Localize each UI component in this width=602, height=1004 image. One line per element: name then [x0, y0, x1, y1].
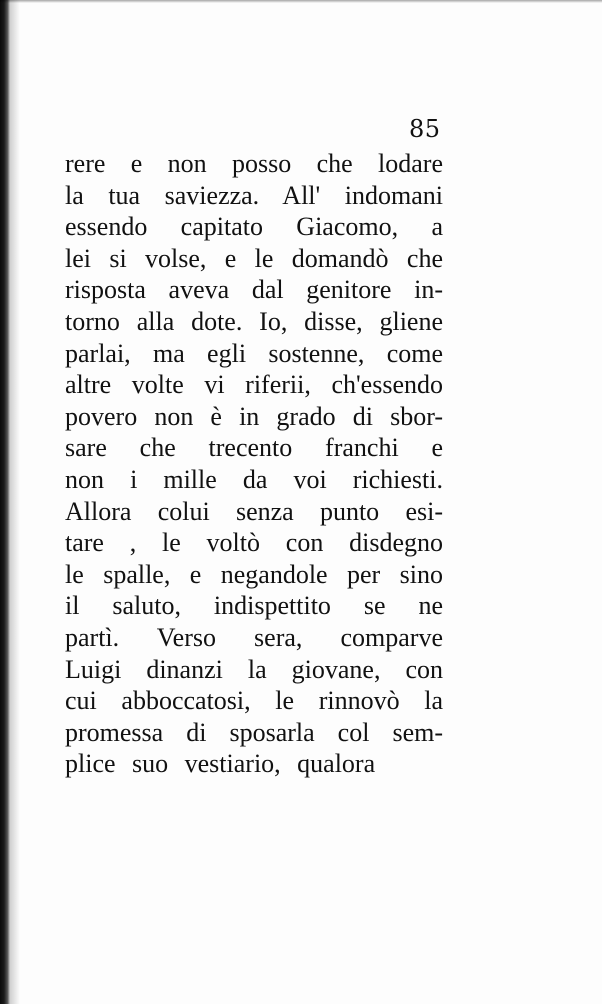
text-line: promessa di sposarla col sem- — [65, 717, 443, 747]
text-line: altre volte vi riferii, ch'essendo — [65, 370, 443, 400]
text-line: povero non è in grado di sbor- — [65, 401, 443, 431]
page-binding-edge — [0, 0, 10, 1004]
text-line: parlai, ma egli sostenne, come — [65, 338, 443, 368]
text-line: Luigi dinanzi la giovane, con — [65, 654, 443, 684]
text-line: lei si volse, e le domandò che — [65, 243, 443, 273]
text-line: partì. Verso sera, comparve — [65, 622, 443, 652]
text-line: rere e non posso che lodare — [65, 149, 443, 178]
text-line: tare , le voltò con disdegno — [65, 528, 443, 558]
text-line: le spalle, e negandole per sino — [65, 559, 443, 589]
text-line: torno alla dote. Io, disse, gliene — [65, 306, 443, 336]
text-line: cui abboccatosi, le rinnovò la — [65, 686, 443, 716]
page-top-edge — [0, 0, 602, 3]
text-line: risposta aveva dal genitore in- — [65, 275, 443, 305]
text-line: la tua saviezza. All' indomani — [65, 180, 443, 210]
binding-shadow — [10, 0, 20, 1004]
text-line: Allora colui senza punto esi- — [65, 496, 443, 526]
text-line: essendo capitato Giacomo, a — [65, 212, 443, 242]
page-number: 85 — [409, 115, 441, 143]
text-line: plice suo vestiario, qualora — [65, 749, 376, 779]
text-line: il saluto, indispettito se ne — [65, 591, 443, 621]
body-text — [65, 148, 443, 780]
text-line: non i mille da voi richiesti. — [65, 464, 443, 494]
text-line: sare che trecento franchi e — [65, 433, 443, 463]
